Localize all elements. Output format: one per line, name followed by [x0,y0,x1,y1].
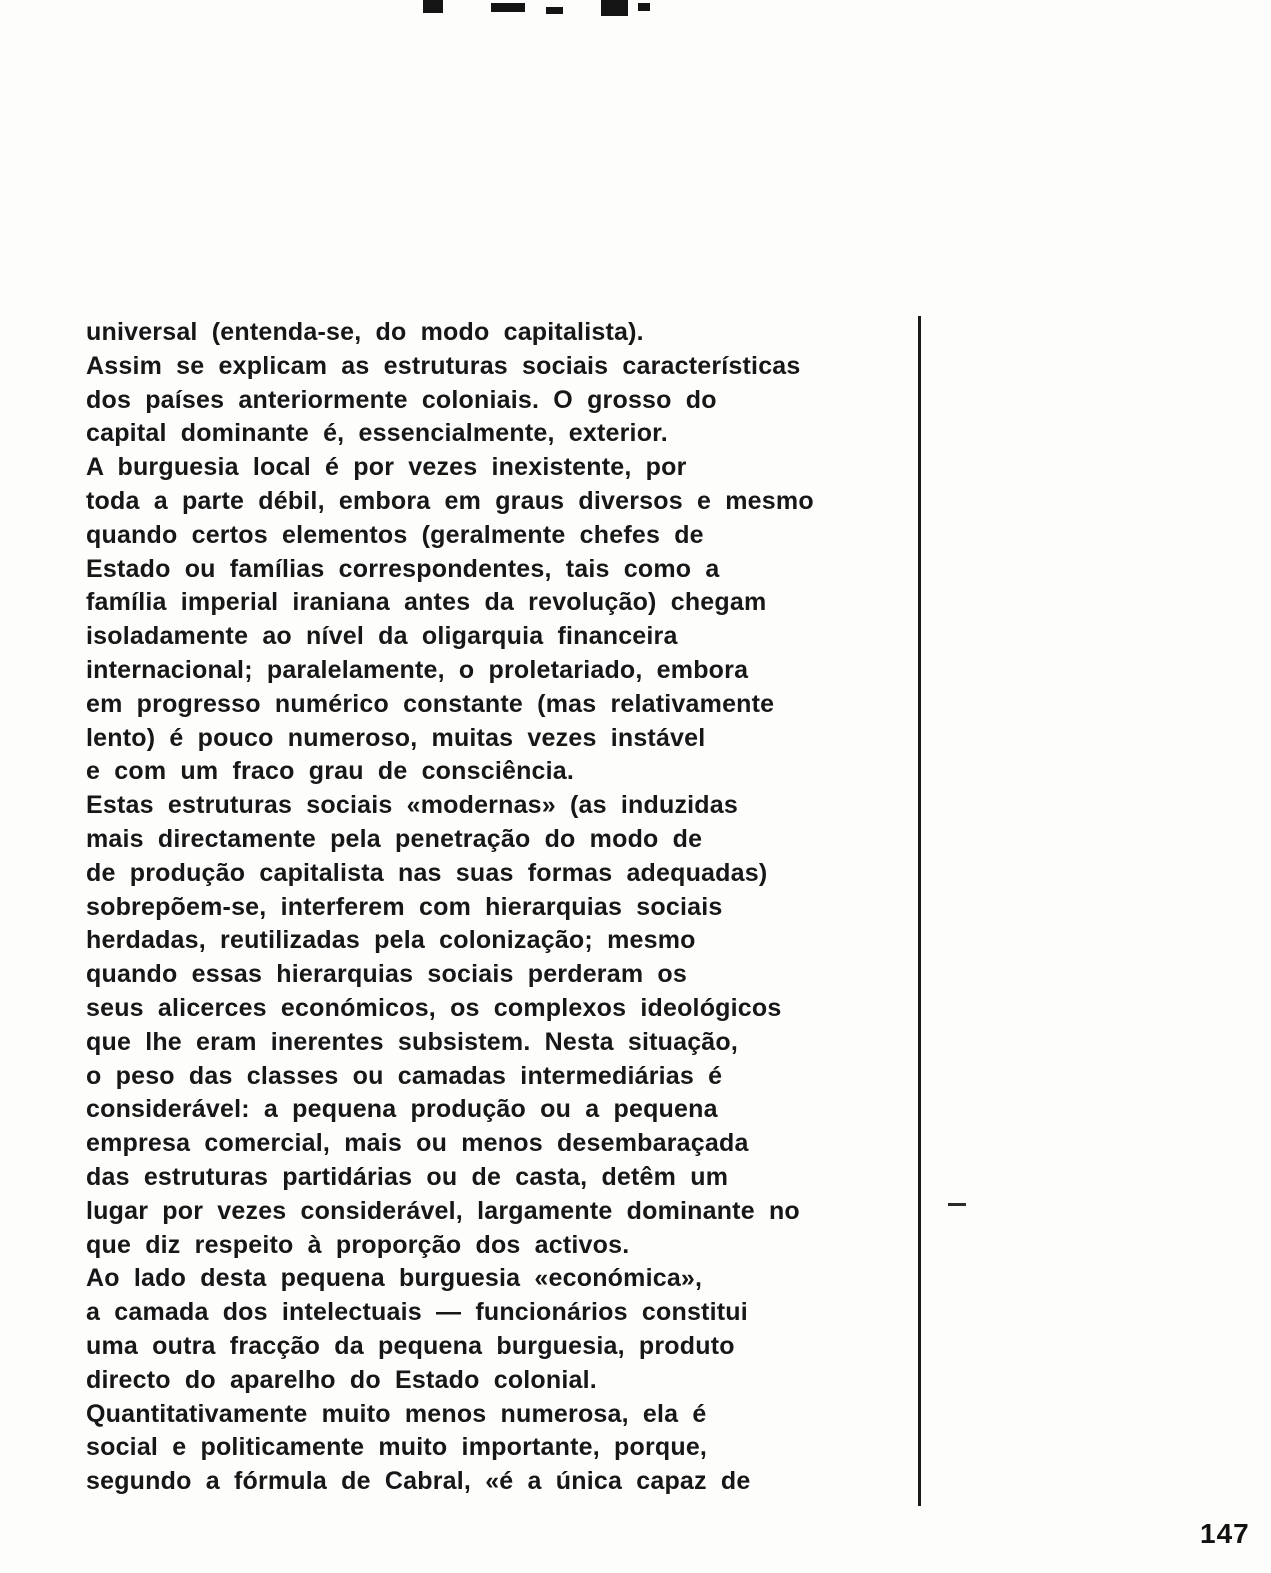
scan-artifact [601,0,628,16]
text-line: em progresso numérico constante (mas relativamente [86,689,775,718]
text-line: universal (entenda-se, do modo capitalista). [86,318,644,346]
text-line: seus alicerces económicos, os complexos ideológicos [86,993,782,1022]
text-line: quando essas hierarquias sociais perderam os [86,960,687,989]
text-line: quando certos elementos (geralmente chefes de [86,520,704,549]
text-line: internacional; paralelamente, o proletariado, embora [86,655,749,684]
text-line: Assim se explicam as estruturas sociais características [86,351,801,380]
scan-artifact [638,3,650,11]
text-line: das estruturas partidárias ou de casta, detêm um [86,1162,729,1191]
text-line: o peso das classes ou camadas intermediárias é [86,1061,723,1090]
text-line: segundo a fórmula de Cabral, «é a única capaz de [86,1467,751,1496]
page-number: 147 [1200,1518,1250,1549]
text-line: Estado ou famílias correspondentes, tais como a [86,554,720,583]
text-line: considerável: a pequena produção ou a pequena [86,1095,718,1124]
text-line: isoladamente ao nível da oligarquia financeira [86,622,678,651]
text-line: sobrepõem-se, interferem com hierarquias sociais [86,892,723,921]
text-line: dos países anteriormente coloniais. O grosso do [86,385,717,414]
text-line: Quantitativamente muito menos numerosa, ela é [86,1399,707,1428]
text-line: mais directamente pela penetração do modo de [86,824,703,853]
text-line: uma outra fracção da pequena burguesia, produto [86,1331,735,1360]
text-line: A burguesia local é por vezes inexistente, por [86,453,687,482]
stray-ink-mark [948,1203,966,1206]
body-text [86,316,918,1499]
text-line: a camada dos intelectuais — funcionários constitui [86,1298,748,1327]
right-margin-rule [918,316,921,1506]
text-line: herdadas, reutilizadas pela colonização; mesmo [86,926,696,955]
text-line: Estas estruturas sociais «modernas» (as induzidas [86,791,738,820]
text-line: de produção capitalista nas suas formas adequadas) [86,858,768,887]
text-line: que diz respeito à proporção dos activos. [86,1230,630,1259]
text-line: social e politicamente muito importante, porque, [86,1433,708,1462]
text-line: família imperial iraniana antes da revolução) chegam [86,588,767,617]
text-line: Ao lado desta pequena burguesia «económica», [86,1264,703,1293]
text-line: que lhe eram inerentes subsistem. Nesta situação, [86,1027,739,1056]
text-line: directo do aparelho do Estado colonial. [86,1365,597,1394]
scan-artifact [423,0,443,13]
text-line: capital dominante é, essencialmente, exterior. [86,419,668,448]
scan-artifact [546,7,563,14]
text-line: lugar por vezes considerável, largamente dominante no [86,1196,800,1225]
text-line: toda a parte débil, embora em graus diversos e mesmo [86,486,814,515]
text-line: empresa comercial, mais ou menos desembaraçada [86,1129,749,1158]
text-line: e com um fraco grau de consciência. [86,757,575,786]
scan-artifact [491,3,525,12]
text-line: lento) é pouco numeroso, muitas vezes instável [86,723,706,752]
